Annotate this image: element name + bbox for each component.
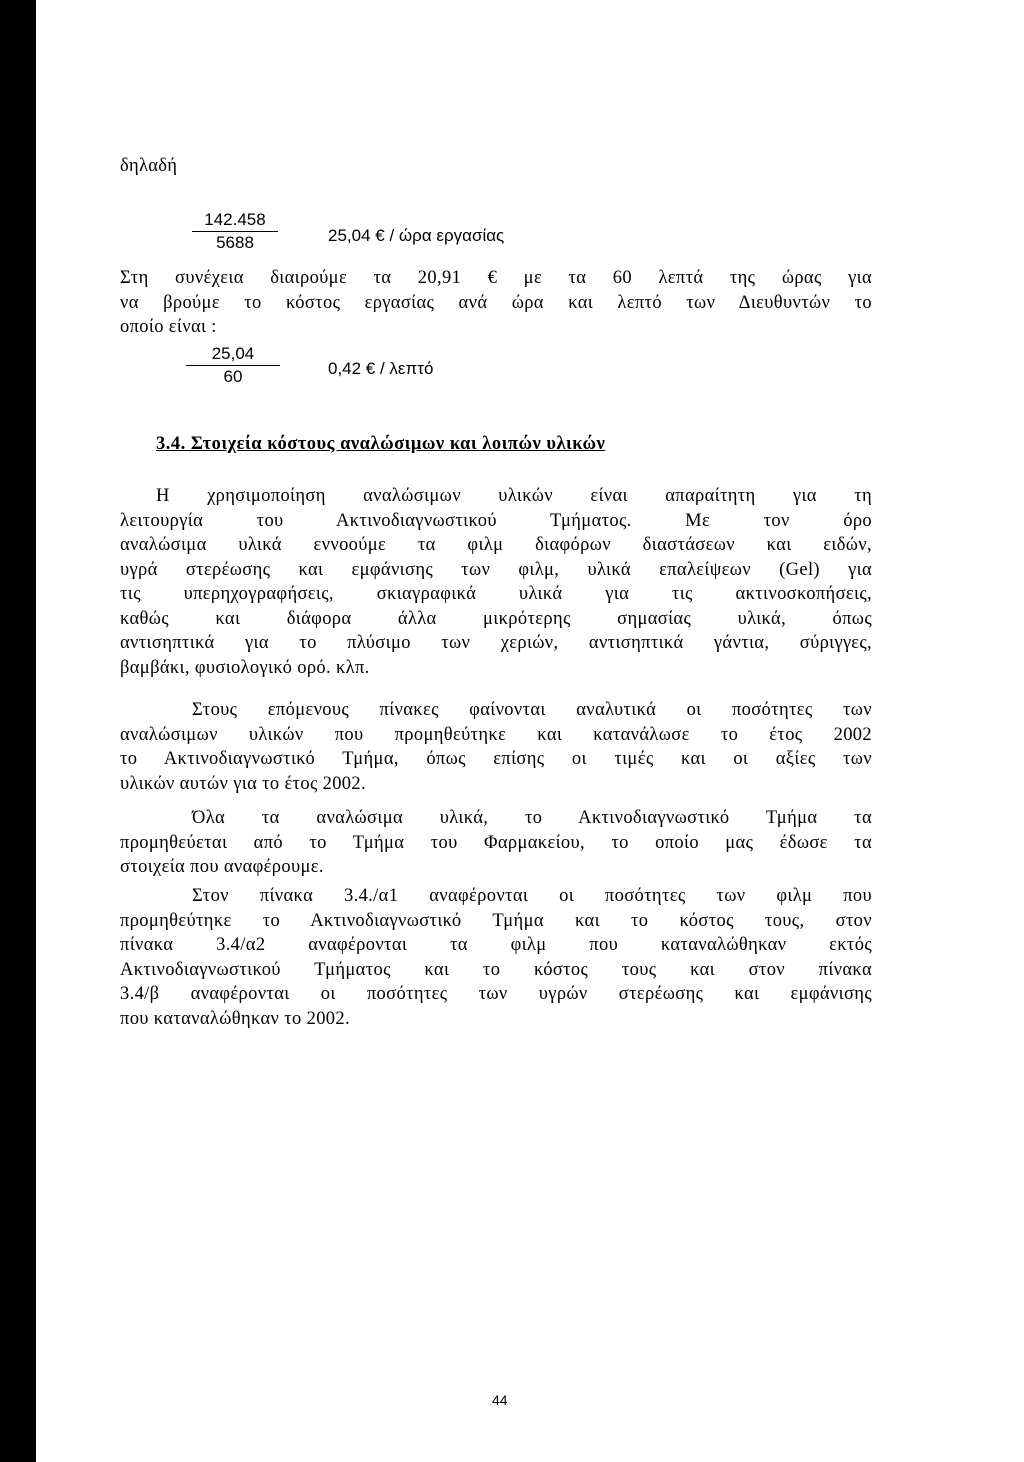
paragraph-2-line: καθώς και διάφορα άλλα μικρότερης σημασίας υλικά, όπως — [120, 608, 872, 629]
scan-edge-line — [24, 30, 27, 210]
paragraph-5-line: πίνακα 3.4/α2 αναφέρονται τα φιλμ που καταναλώθηκαν εκτός — [120, 935, 872, 955]
paragraph-2-line: αντισηπτικά για το πλύσιμο των χεριών, αντισηπτικά γάντια, σύριγγες, — [120, 633, 872, 653]
fraction-2-denominator: 60 — [223, 367, 243, 386]
fraction-2-bar — [186, 365, 280, 366]
page-number: 44 — [492, 1392, 508, 1408]
paragraph-1-line: οποίο είναι : — [120, 317, 217, 337]
paragraph-2-line: τις υπερηχογραφήσεις, σκιαγραφικά υλικά για τις ακτινοσκοπήσεις, — [120, 584, 872, 604]
fraction-2-result: 0,42 € / λεπτό — [328, 359, 434, 378]
paragraph-3 — [120, 698, 872, 796]
fraction-1-bar — [192, 231, 278, 232]
paragraph-5-line: που καταναλώθηκαν το 2002. — [120, 1008, 350, 1029]
paragraph-2-line: υγρά στερέωσης και εμφάνισης των φιλμ, υλικά επαλείψεων (Gel) για — [120, 559, 872, 580]
paragraph-2-line: Η χρησιμοποίηση αναλώσιμων υλικών είναι απαραίτητη για τη — [156, 486, 872, 506]
intro-word: δηλαδή — [120, 156, 178, 176]
paragraph-3-line: υλικών αυτών για το έτος 2002. — [120, 773, 366, 794]
paragraph-1-line: να βρούμε το κόστος εργασίας ανά ώρα και λεπτό των Διευθυντών το — [120, 292, 872, 313]
fraction-1-denominator: 5688 — [216, 233, 254, 252]
fraction-1-result: 25,04 € / ώρα εργασίας — [328, 226, 505, 245]
paragraph-4-line: στοιχεία που αναφέρουμε. — [120, 857, 324, 877]
section-heading: 3.4. Στοιχεία κόστους αναλώσιμων και λοιπών υλικών — [156, 434, 606, 454]
paragraph-5 — [120, 884, 872, 1031]
paragraph-3-line: Στους επόμενους πίνακες φαίνονται αναλυτικά οι ποσότητες των — [192, 700, 872, 720]
paragraph-5-line: Στον πίνακα 3.4./α1 αναφέρονται οι ποσότητες των φιλμ που — [192, 886, 872, 906]
paragraph-2-line: λειτουργία του Ακτινοδιαγνωστικού Τμήματος. Με τον όρο — [120, 510, 872, 531]
paragraph-2 — [120, 484, 872, 680]
fraction-1 — [192, 210, 278, 253]
paragraph-1 — [120, 266, 872, 340]
fraction-2 — [186, 344, 280, 387]
paragraph-2-line: βαμβάκι, φυσιολογικό ορό. κλπ. — [120, 657, 370, 678]
paragraph-3-line: αναλώσιμων υλικών που προμηθεύτηκε και κατανάλωσε το έτος 2002 — [120, 724, 872, 745]
paragraph-5-line: Ακτινοδιαγνωστικού Τμήματος και το κόστος τους και στον πίνακα — [120, 959, 872, 980]
paragraph-4-line: προμηθεύεται από το Τμήμα του Φαρμακείου, το οποίο μας έδωσε τα — [120, 832, 872, 853]
paragraph-4 — [120, 806, 872, 880]
fraction-2-numerator: 25,04 — [211, 344, 255, 363]
paragraph-5-line: 3.4/β αναφέρονται οι ποσότητες των υγρών στερέωσης και εμφάνισης — [120, 984, 872, 1004]
paragraph-2-line: αναλώσιμα υλικά εννοούμε τα φιλμ διαφόρων διαστάσεων και ειδών, — [120, 535, 872, 555]
paragraph-5-line: προμηθεύτηκε το Ακτινοδιαγνωστικό Τμήμα και το κόστος τους, στον — [120, 910, 872, 931]
paragraph-3-line: το Ακτινοδιαγνωστικό Τμήμα, όπως επίσης οι τιμές και οι αξίες των — [120, 749, 872, 769]
paragraph-4-line: Όλα τα αναλώσιμα υλικά, το Ακτινοδιαγνωστικό Τμήμα τα — [192, 808, 872, 828]
paragraph-1-line: Στη συνέχεια διαιρούμε τα 20,91 € με τα 60 λεπτά της ώρας για — [120, 268, 872, 288]
document-page — [36, 0, 1024, 1462]
fraction-1-numerator: 142.458 — [204, 210, 266, 229]
